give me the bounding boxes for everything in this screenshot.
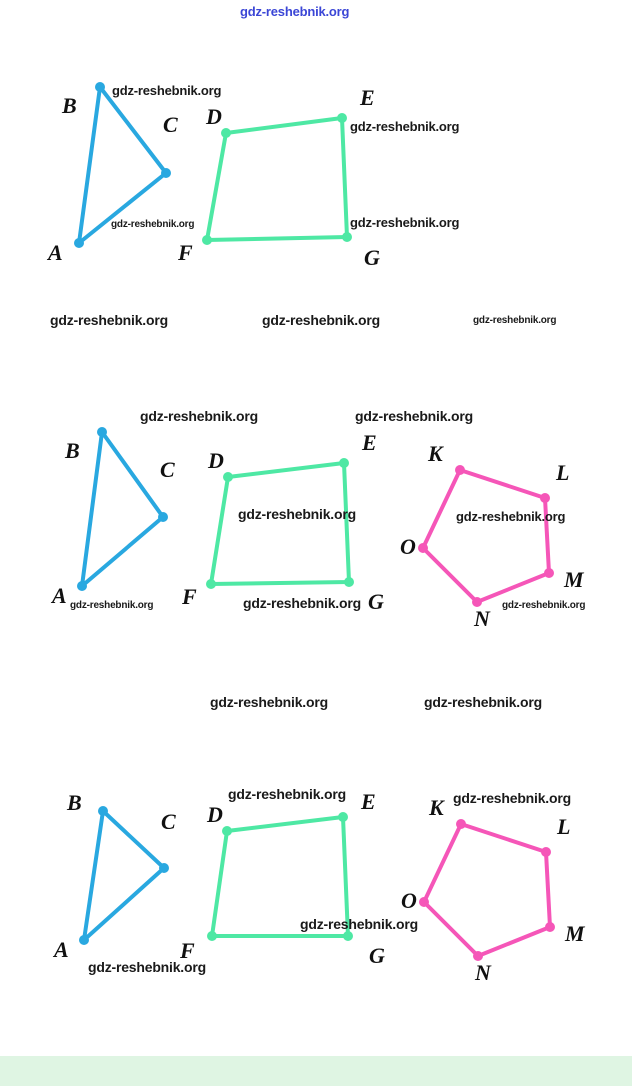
vertex-label-f: F [182,584,197,609]
vertex-label-b: B [67,790,82,815]
vertex-label-g: G [364,245,380,270]
quadrilateral-defg-row3-vertex-2 [343,931,353,941]
quadrilateral-defg-row2 [206,458,354,589]
quadrilateral-defg-row1-vertex-2 [342,232,352,242]
triangle-abc-row3-outline [84,811,164,940]
watermark-10: gdz-reshebnik.org [238,506,356,522]
footer-band [0,1056,632,1086]
watermark-5: gdz-reshebnik.org [50,312,168,328]
watermark-6: gdz-reshebnik.org [262,312,380,328]
triangle-abc-row2-vertex-2 [158,512,168,522]
vertex-label-f: F [178,240,193,265]
vertex-label-e: E [360,85,375,110]
watermark-16: gdz-reshebnik.org [424,694,542,710]
watermark-1: gdz-reshebnik.org [112,83,222,98]
pentagon-klmno-row3 [419,819,555,961]
pentagon-klmno-row2-vertex-0 [455,465,465,475]
watermark-9: gdz-reshebnik.org [355,408,473,424]
quadrilateral-defg-row3-vertex-3 [207,931,217,941]
triangle-abc-row2-vertex-1 [97,427,107,437]
watermark-19: gdz-reshebnik.org [300,916,418,932]
pentagon-klmno-row2-outline [423,470,549,602]
triangle-abc-row1-vertex-1 [95,82,105,92]
vertex-label-d: D [206,104,222,129]
triangle-abc-row2 [77,427,168,591]
watermark-7: gdz-reshebnik.org [473,315,557,326]
pentagon-klmno-row3-vertex-2 [545,922,555,932]
pentagon-klmno-row2-vertex-4 [418,543,428,553]
pentagon-klmno-row2-vertex-2 [544,568,554,578]
vertex-label-o: O [401,888,417,913]
vertex-label-c: C [163,112,178,137]
vertex-label-a: A [52,583,67,608]
triangle-abc-row2-outline [82,432,163,586]
quadrilateral-defg-row3-vertex-1 [338,812,348,822]
vertex-label-k: K [428,441,443,466]
watermark-20: gdz-reshebnik.org [88,959,206,975]
watermark-0: gdz-reshebnik.org [240,4,350,19]
pentagon-klmno-row3-vertex-1 [541,847,551,857]
triangle-abc-row3-vertex-0 [79,935,89,945]
vertex-label-d: D [207,802,223,827]
vertex-label-b: B [62,93,77,118]
vertex-label-b: B [65,438,80,463]
vertex-label-e: E [361,789,376,814]
vertex-label-m: M [565,921,585,946]
vertex-label-l: L [556,460,570,485]
quadrilateral-defg-row3-vertex-0 [222,826,232,836]
vertex-label-k: K [429,795,444,820]
triangle-abc-row1-vertex-2 [161,168,171,178]
vertex-label-a: A [54,937,69,962]
vertex-label-n: N [474,606,490,631]
vertex-label-d: D [208,448,224,473]
watermark-18: gdz-reshebnik.org [453,790,571,806]
triangle-abc-row1-vertex-0 [74,238,84,248]
vertex-label-o: O [400,534,416,559]
vertex-label-f: F [180,938,195,963]
vertex-label-l: L [557,814,571,839]
vertex-label-n: N [475,960,491,985]
watermark-3: gdz-reshebnik.org [111,219,195,230]
watermark-11: gdz-reshebnik.org [456,509,566,524]
vertex-label-c: C [161,809,176,834]
watermark-15: gdz-reshebnik.org [210,694,328,710]
quadrilateral-defg-row1-vertex-1 [337,113,347,123]
vertex-label-g: G [369,943,385,968]
vertex-label-c: C [160,457,175,482]
row-3 [79,806,555,961]
pentagon-klmno-row3-vertex-0 [456,819,466,829]
pentagon-klmno-row3-outline [424,824,550,956]
watermark-4: gdz-reshebnik.org [350,215,460,230]
quadrilateral-defg-row1 [202,113,352,245]
vertex-label-m: M [564,567,584,592]
pentagon-klmno-row3-vertex-4 [419,897,429,907]
quadrilateral-defg-row2-vertex-1 [339,458,349,468]
watermark-12: gdz-reshebnik.org [70,600,154,611]
triangle-abc-row3-vertex-1 [98,806,108,816]
quadrilateral-defg-row1-vertex-3 [202,235,212,245]
quadrilateral-defg-row2-vertex-2 [344,577,354,587]
watermark-13: gdz-reshebnik.org [243,595,361,611]
watermark-2: gdz-reshebnik.org [350,119,460,134]
pentagon-klmno-row2-vertex-1 [540,493,550,503]
quadrilateral-defg-row2-vertex-0 [223,472,233,482]
quadrilateral-defg-row2-vertex-3 [206,579,216,589]
vertex-label-g: G [368,589,384,614]
triangle-abc-row3-vertex-2 [159,863,169,873]
watermark-8: gdz-reshebnik.org [140,408,258,424]
quadrilateral-defg-row2-outline [211,463,349,584]
vertex-label-a: A [48,240,63,265]
quadrilateral-defg-row1-vertex-0 [221,128,231,138]
watermark-17: gdz-reshebnik.org [228,786,346,802]
vertex-label-e: E [362,430,377,455]
pentagon-klmno-row2 [418,465,554,607]
triangle-abc-row2-vertex-0 [77,581,87,591]
watermark-14: gdz-reshebnik.org [502,600,586,611]
triangle-abc-row3 [79,806,169,945]
